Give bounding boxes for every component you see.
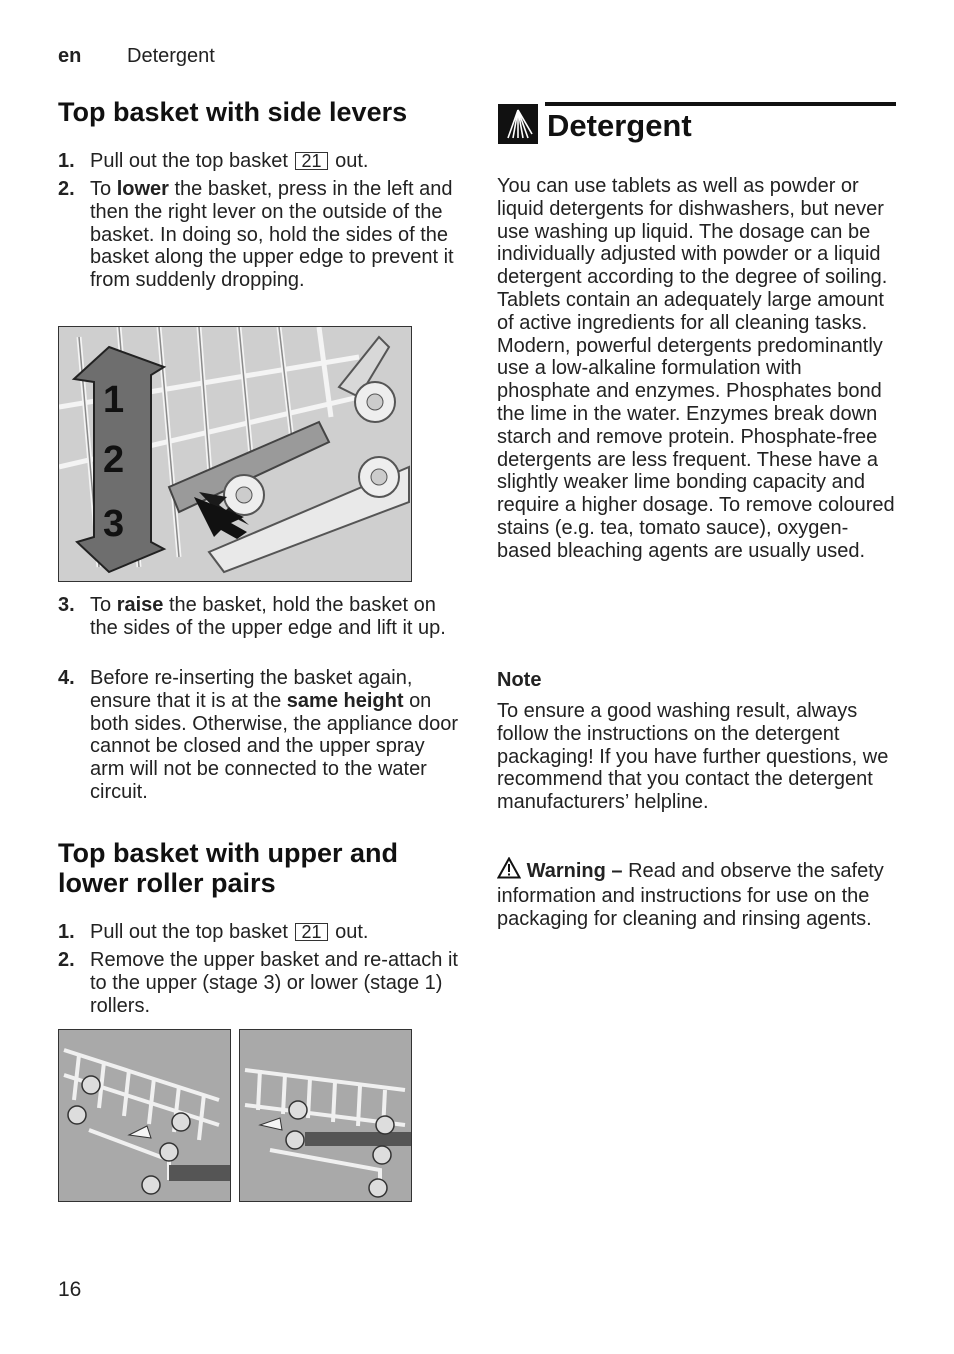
step-emphasis: raise xyxy=(116,594,164,616)
stage-label: 1 xyxy=(103,379,125,421)
section-title-side-levers: Top basket with side levers xyxy=(58,97,408,127)
step-emphasis: same height xyxy=(286,689,404,712)
stage-label: 2 xyxy=(103,439,125,481)
step-number: 4. xyxy=(58,667,75,689)
step-text: Remove the upper basket and re-attach it to the upper (stage 3) or lower (stage 1) rollers. xyxy=(90,949,458,1017)
step-text: Pull out the top basket xyxy=(90,921,288,943)
stage-label: 3 xyxy=(103,503,125,545)
step-text: on both sides. Otherwise, the appliance door cannot be closed and the upper spray arm will not be connected to the water circuit. xyxy=(90,689,458,803)
page-number: 16 xyxy=(58,1278,82,1301)
section-rule xyxy=(545,102,896,106)
step-text: the basket, hold the basket on the sides of the upper edge and lift it up. xyxy=(90,594,446,639)
lower-roller-illustration xyxy=(58,1029,231,1202)
warning-text: Read and observe the safety information and instructions for use on the packaging for cleaning and rinsing agents. xyxy=(497,860,884,930)
list-item xyxy=(58,178,458,292)
warning-block xyxy=(497,857,897,930)
step-number: 1. xyxy=(58,150,75,172)
note-heading: Note xyxy=(497,669,542,691)
detergent-spray-icon xyxy=(498,104,538,144)
step-emphasis: lower xyxy=(116,178,169,200)
note-text: To ensure a good washing result, always follow the instructions on the detergent packaging! If you have further questions, we recommend that you contact the detergent manufacturers’ helpline. xyxy=(497,700,889,814)
section-title-roller-pairs: Top basket with upper and lower roller pairs xyxy=(58,838,399,898)
detergent-body: You can use tablets as well as powder or liquid detergents for dishwashers, but never use washing up liquid. The dosage can be individually adjusted with powder or a liquid detergent according to the degree of soiling. Tablets contain an adequately large amount of active ingredients for all cleaning tasks. Modern, powerful detergents predominantly use a low-alkaline formulation with phosphate and enzymes. Phosphates bond the lime in the water. Enzymes break down starch and remove protein. Phosphate-free detergents are less frequent. These have a slightly weaker lime bonding capacity and require a higher dosage. To remove coloured stains (e.g. tea, tomato sauce), oxygen-based bleaching agents are usually used. xyxy=(497,175,895,562)
list-item xyxy=(58,594,458,640)
step-text: out. xyxy=(335,150,369,172)
list-item xyxy=(58,921,458,944)
step-number: 1. xyxy=(58,921,75,943)
warning-icon xyxy=(497,857,521,885)
step-number: 3. xyxy=(58,594,75,616)
step-text: the basket, press in the left and then the right lever on the outside of the basket. In doing so, hold the sides of the basket along the upper edge to prevent it from suddenly dropping. xyxy=(90,178,454,292)
reference-number: 21 xyxy=(295,152,327,170)
step-text: To xyxy=(90,594,112,616)
step-text: Pull out the top basket xyxy=(90,150,288,172)
page-title: Detergent xyxy=(547,108,692,143)
step-text: out. xyxy=(335,921,369,943)
language-code: en xyxy=(58,45,82,67)
reference-number: 21 xyxy=(295,923,327,941)
side-lever-illustration xyxy=(58,326,412,582)
list-item xyxy=(58,150,458,173)
upper-roller-illustration xyxy=(239,1029,412,1202)
step-number: 2. xyxy=(58,178,75,200)
list-item xyxy=(58,949,458,1017)
warning-label: Warning – xyxy=(526,860,623,882)
list-item xyxy=(58,667,458,804)
step-text: Before re-inserting the basket again, ensure that it is at the xyxy=(90,667,413,712)
step-number: 2. xyxy=(58,949,75,971)
running-header: Detergent xyxy=(127,45,215,67)
step-text: To xyxy=(90,178,112,200)
